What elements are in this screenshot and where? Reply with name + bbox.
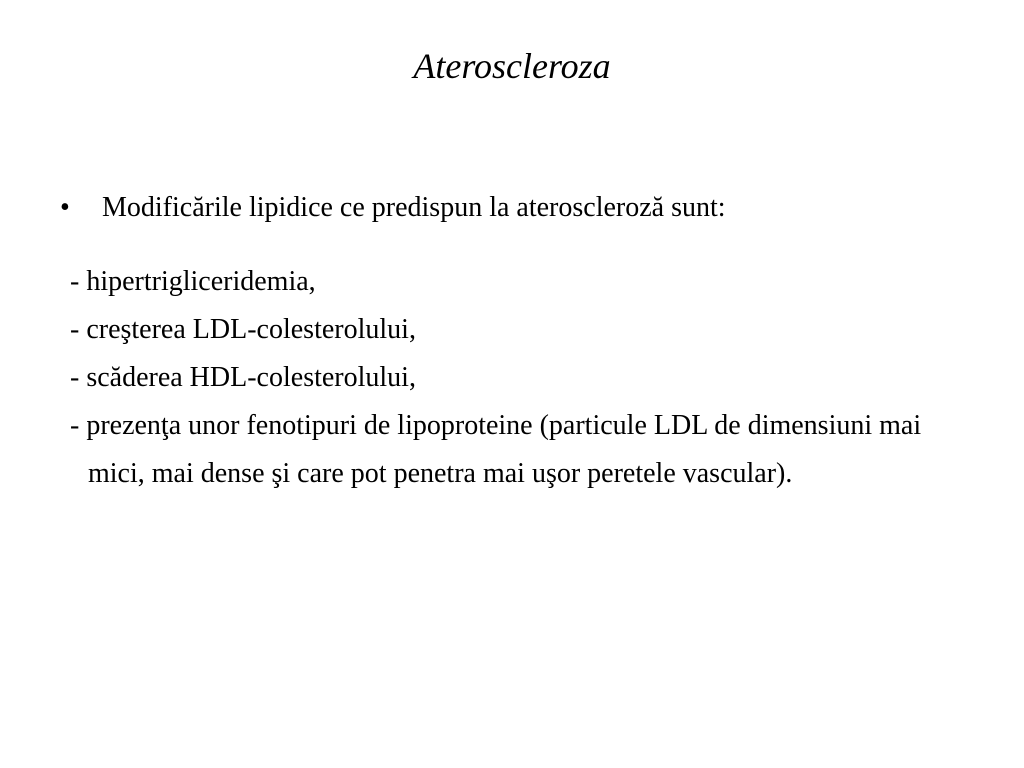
sub-item-hypertriglyceridemia: - hipertrigliceridemia, <box>70 266 316 297</box>
bullet-item <box>60 190 726 226</box>
sub-item-lipoprotein-phenotypes: - prezenţa unor fenotipuri de lipoproteine (particule LDL de dimensiuni mai mici, mai dense şi care pot penetra mai uşor peretele vascular). <box>70 410 922 489</box>
slide-title: Ateroscleroza <box>413 46 611 86</box>
sub-item-hdl-decrease: - scăderea HDL-colesterolului, <box>70 362 416 393</box>
sub-item-ldl-increase: - creşterea LDL-colesterolului, <box>70 314 416 345</box>
bullet-marker: • <box>60 192 70 223</box>
sub-list <box>70 258 948 498</box>
bullet-text: Modificările lipidice ce predispun la ateroscleroză sunt: <box>102 192 726 223</box>
